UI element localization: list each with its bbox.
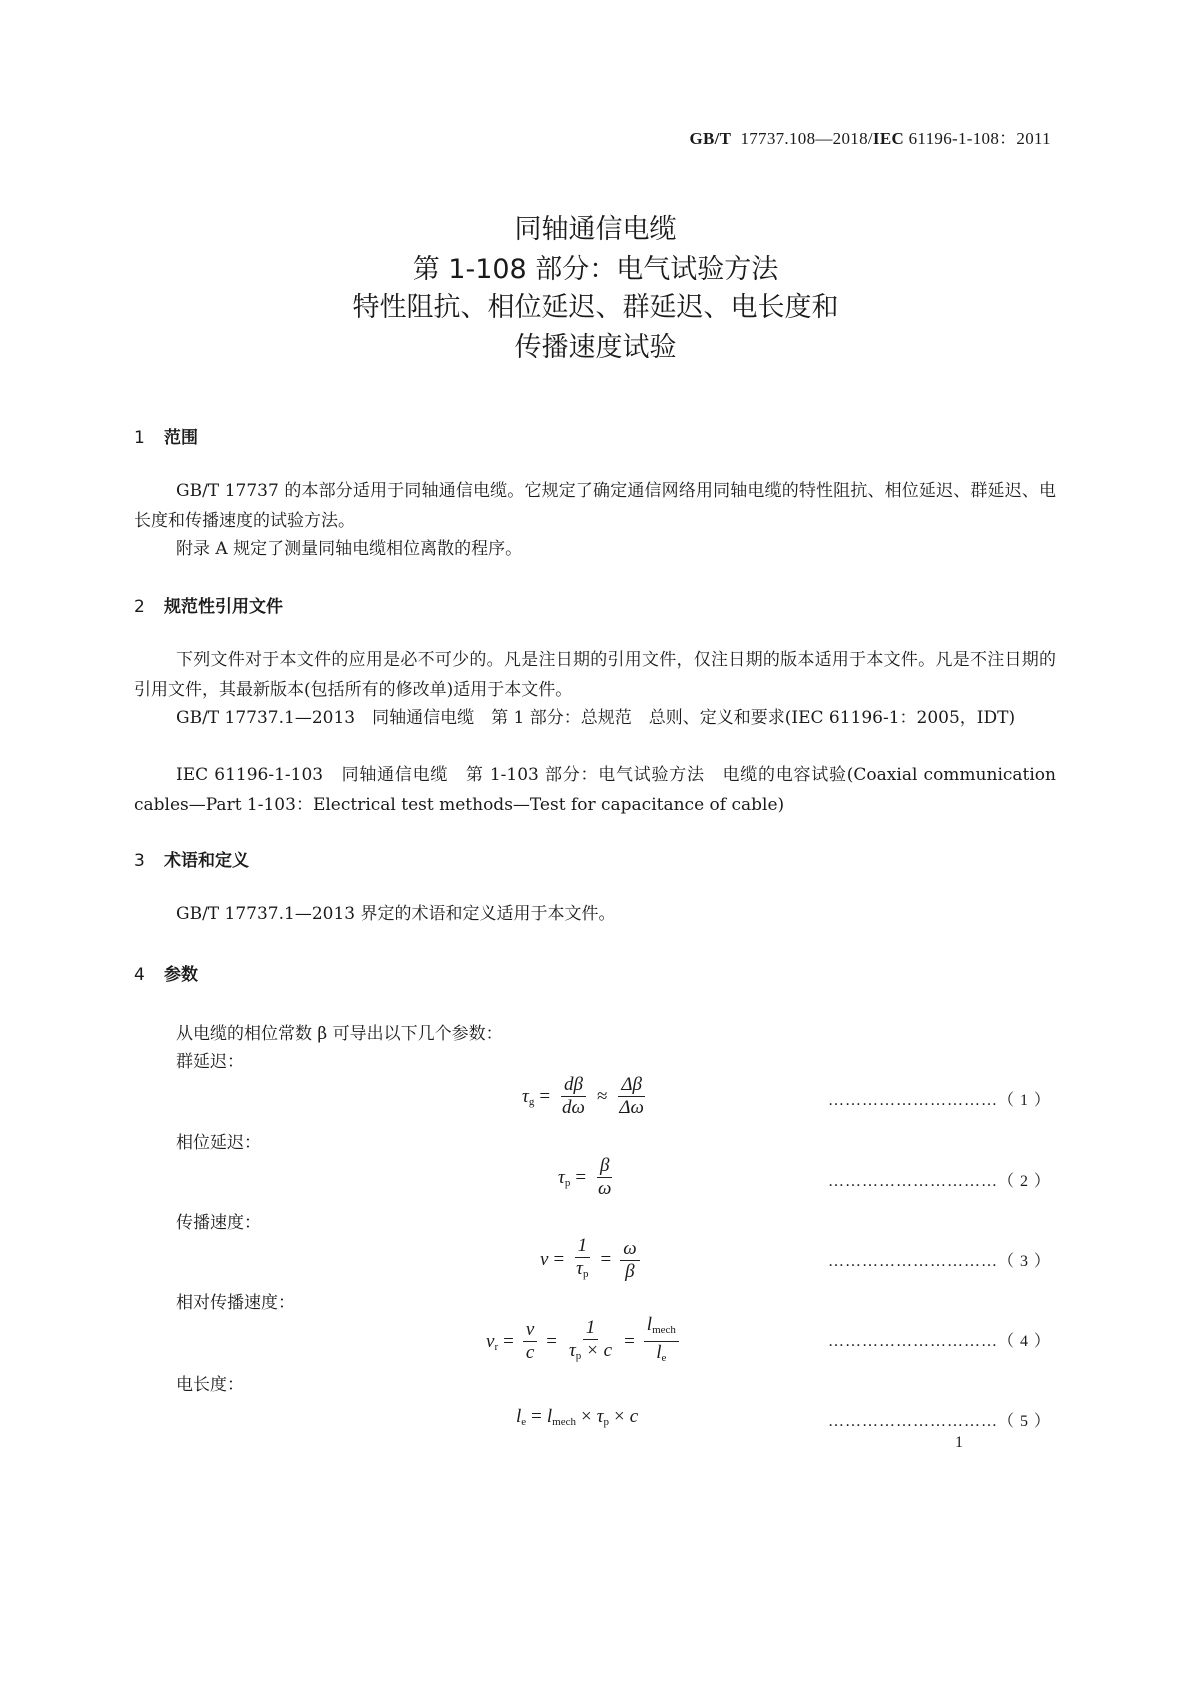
page-number: 1 <box>955 1434 963 1451</box>
phase-delay-label: 相位延迟： <box>176 1133 261 1153</box>
section-3-number: 3 <box>134 851 145 871</box>
equation-1: $\tau_g$ = $\frac{d\beta}{d\omega}$ ≈ $\frac{\Delta\beta}{\Delta\omega}$ <box>522 1074 651 1119</box>
document-title-line-4: 传播速度试验 <box>514 332 677 363</box>
section-1-title: 范围 <box>164 428 198 448</box>
eq1-fraction-2: $\frac{\Delta\beta}{\Delta\omega}$ <box>619 1074 644 1118</box>
relative-velocity-label: 相对传播速度： <box>176 1293 295 1313</box>
document-title-line-3: 特性阻抗、相位延迟、群延迟、电长度和 <box>352 292 839 323</box>
document-title-line-1: 同轴通信电缆 <box>514 214 677 245</box>
propagation-velocity-label: 传播速度： <box>176 1213 261 1233</box>
parameters-intro: 从电缆的相位常数 β 可导出以下几个参数： <box>176 1024 503 1044</box>
eq5-lhs: $l_e$ <box>516 1406 527 1428</box>
normative-reference-1: GB/T 17737.1—2013 同轴通信电缆 第 1 部分：总规范 总则、定义和要求(IEC 61196-1：2005，IDT) <box>176 708 1016 728</box>
group-delay-label: 群延迟： <box>176 1052 244 1072</box>
document-title-line-2: 第 1-108 部分：电气试验方法 <box>412 254 779 285</box>
eq3-lhs: v <box>540 1249 549 1270</box>
eq4-fraction-3: $\frac{l_{mech}}{l_e}$ <box>644 1314 679 1369</box>
section-4-number: 4 <box>134 965 145 985</box>
section-1-paragraph-2: 附录 A 规定了测量同轴电缆相位离散的程序。 <box>176 539 523 559</box>
eq5-term-2: $\tau_p$ <box>596 1406 610 1428</box>
section-3-paragraph-1: GB/T 17737.1—2013 界定的术语和定义适用于本文件。 <box>176 904 616 924</box>
section-2-paragraph-1: 下列文件对于本文件的应用是必不可少的。凡是注日期的引用文件，仅注日期的版本适用于本文件。凡是不注日期的引用文件，其最新版本(包括所有的修改单)适用于本文件。 <box>134 650 1056 700</box>
section-1-heading <box>134 423 198 448</box>
equation-4-number: …………………………（ 4 ） <box>827 1333 1051 1350</box>
eq1-fraction-1: $\frac{d\beta}{d\omega}$ <box>562 1074 585 1118</box>
section-2-number: 2 <box>134 597 145 617</box>
section-2-title: 规范性引用文件 <box>164 597 283 617</box>
eq4-fraction-2: $\frac{1}{\tau_p \times c}$ <box>568 1316 613 1362</box>
eq2-fraction: $\frac{\beta}{\omega}$ <box>598 1155 612 1199</box>
eq5-term-1: $l_{mech}$ <box>546 1406 576 1428</box>
section-3-heading <box>134 846 249 871</box>
section-1-number: 1 <box>134 428 145 448</box>
eq4-lhs: $v_r$ <box>486 1330 499 1353</box>
equation-3-number: …………………………（ 3 ） <box>827 1253 1051 1270</box>
equation-1-number: …………………………（ 1 ） <box>827 1092 1051 1109</box>
equation-3: v = $\frac{1}{\tau_p}$ = $\frac{\omega}{\beta}$ <box>540 1235 644 1285</box>
equation-4: $v_r$ = $\frac{v}{c}$ = $\frac{1}{\tau_p \times c}$ = $\frac{l_{mech}}{l_e}$ <box>486 1314 683 1369</box>
equation-5-number: …………………………（ 5 ） <box>827 1413 1051 1430</box>
electrical-length-label: 电长度： <box>176 1375 244 1395</box>
normative-reference-2: IEC 61196-1-103 同轴通信电缆 第 1-103 部分：电气试验方法 电缆的电容试验(Coaxial communication cables—Part 1-103：Electrical test methods—Test for capacitance of cable) <box>134 765 1056 815</box>
equation-5: $l_e$ = $l_{mech}$ × $\tau_p$ × c <box>516 1406 639 1428</box>
section-4-title: 参数 <box>164 965 198 985</box>
equation-2: $\tau_p$ = $\frac{\beta}{\omega}$ <box>558 1155 618 1200</box>
section-4-heading <box>134 960 198 985</box>
eq3-fraction-1: $\frac{1}{\tau_p}$ <box>576 1235 589 1280</box>
eq2-lhs: $\tau_p$ <box>558 1166 571 1189</box>
section-2-heading <box>134 592 283 617</box>
eq4-fraction-1: $\frac{v}{c}$ <box>523 1319 537 1364</box>
equation-2-number: …………………………（ 2 ） <box>827 1173 1051 1190</box>
eq5-term-3: c <box>629 1406 639 1427</box>
standard-number: GB/T 17737.108—2018/IEC 61196-1-108：2011 <box>689 129 1051 148</box>
eq3-fraction-2: $\frac{\omega}{\beta}$ <box>620 1238 639 1283</box>
section-3-title: 术语和定义 <box>164 851 249 871</box>
section-1-paragraph-1: GB/T 17737 的本部分适用于同轴通信电缆。它规定了确定通信网络用同轴电缆的特性阻抗、相位延迟、群延迟、电长度和传播速度的试验方法。 <box>134 481 1056 531</box>
eq1-lhs: $\tau_g$ <box>522 1085 535 1108</box>
